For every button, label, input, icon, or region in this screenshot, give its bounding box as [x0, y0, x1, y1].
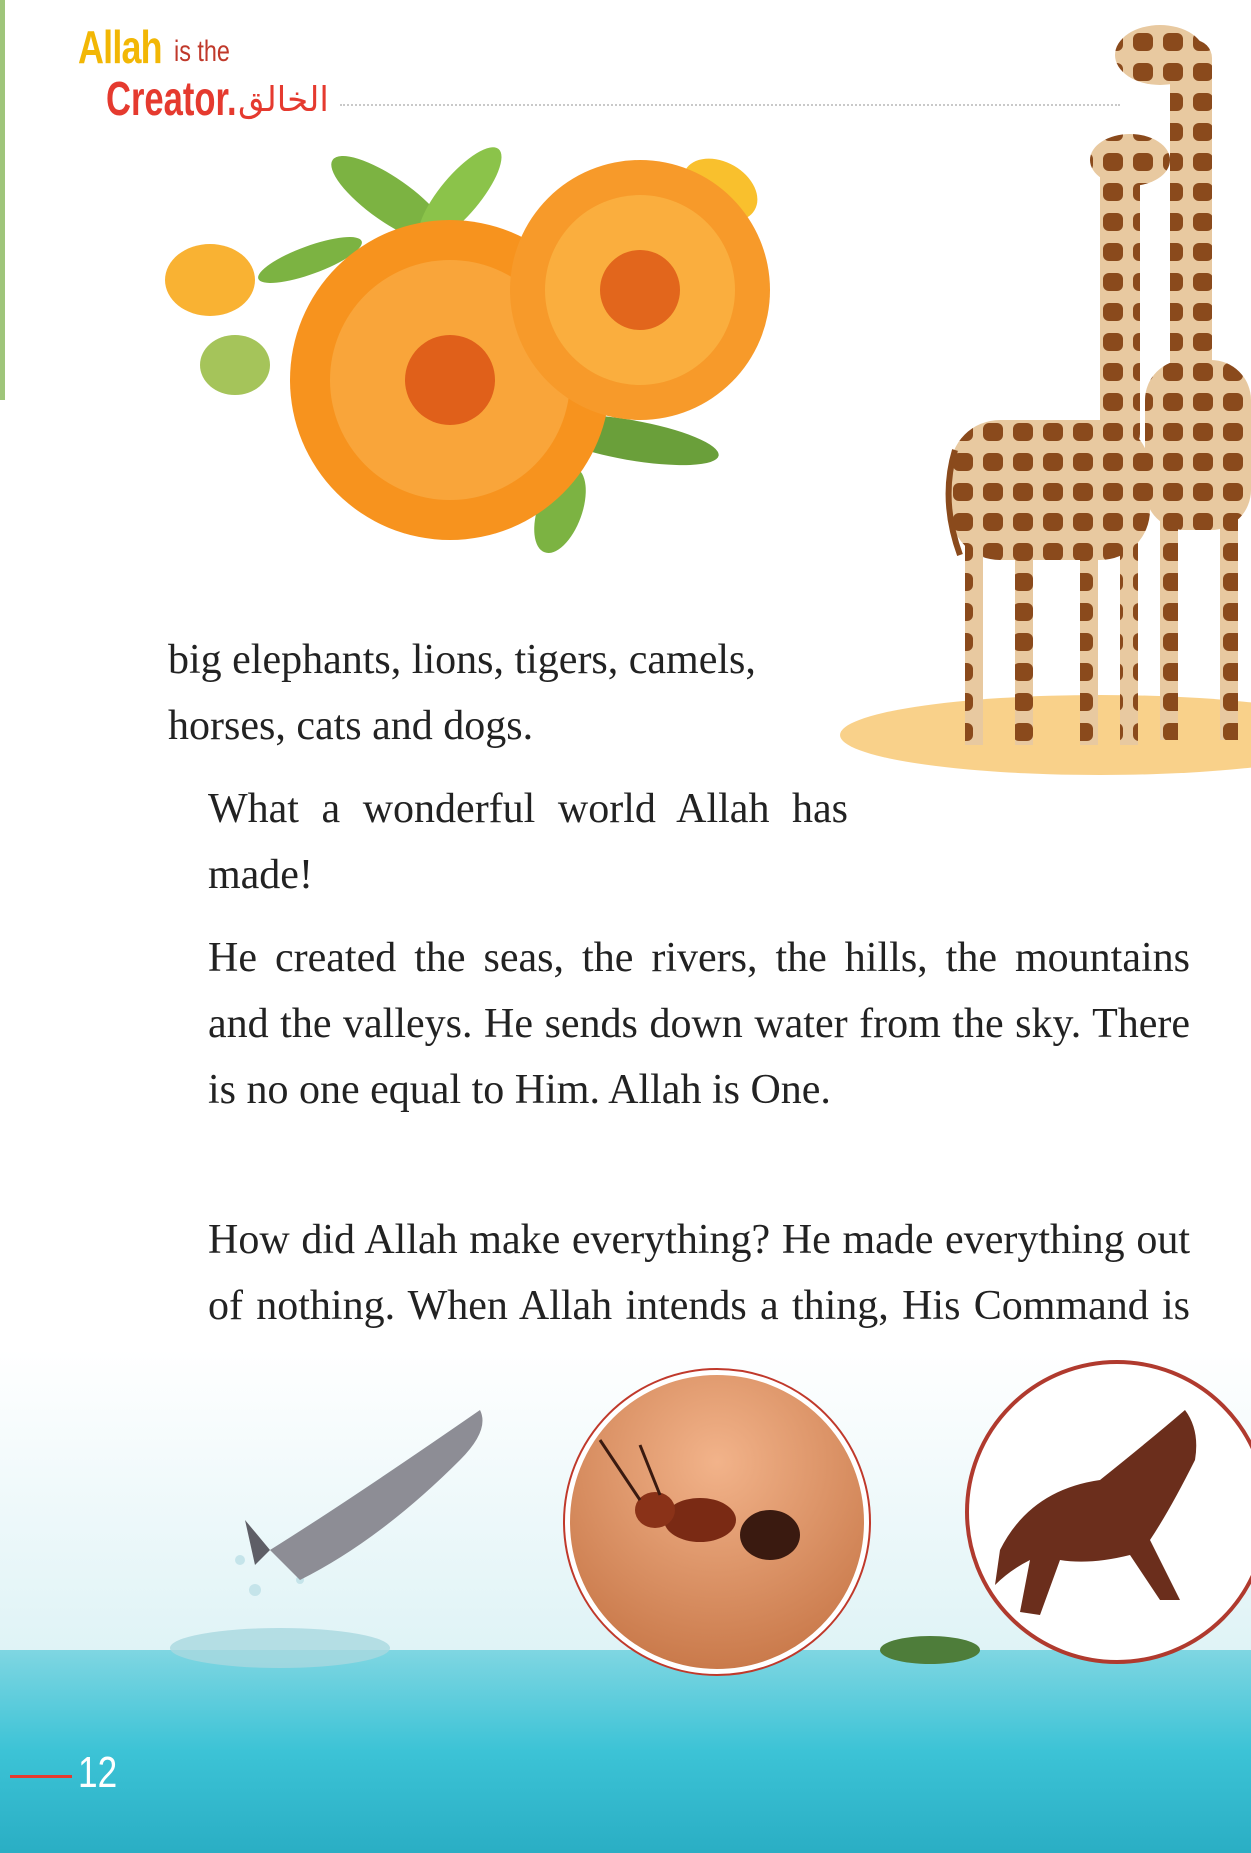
- page-edge-strip: [0, 0, 5, 400]
- marigold-flowers-image: [160, 140, 860, 580]
- giraffes-image: [800, 0, 1251, 800]
- sea-scene-image: [0, 1350, 1251, 1853]
- paragraph-creation: [168, 925, 1190, 1123]
- horse-photo-circle: [967, 1362, 1251, 1662]
- sea-water: [0, 1650, 1251, 1853]
- header-word-is-the: is the: [174, 35, 230, 68]
- page-number-rule: [10, 1775, 72, 1778]
- paragraph-creation-text: He created the seas, the rivers, the hills, the mountains and the valleys. He sends down water from the sky. There is no one equal to Him. Allah is One.: [208, 935, 1190, 1113]
- paragraph-wonderful-world-text: What a wonderful world Allah has made!: [208, 786, 848, 898]
- flower-back: [510, 160, 770, 420]
- ant-body: [664, 1498, 736, 1542]
- paragraph-animals: big elephants, lions, tigers, camels, horses, cats and dogs.: [168, 637, 756, 749]
- header-word-creator: Creator.: [106, 73, 237, 126]
- header-arabic-title: الخالق: [238, 80, 329, 120]
- chapter-header: [78, 20, 338, 130]
- page-number: 12: [78, 1748, 118, 1797]
- distant-island: [880, 1636, 980, 1664]
- giraffe-ground-shadow: [840, 695, 1251, 775]
- paragraph-be-and-it-is-text: How did Allah make everything? He made everything out of nothing. When Allah intends a thing, His Command is: [208, 1217, 1190, 1329]
- paragraph-wonderful-world: [168, 776, 848, 908]
- giraffe-short: [949, 134, 1170, 745]
- ant-photo-circle: [564, 1369, 870, 1675]
- header-word-allah: Allah: [78, 21, 162, 73]
